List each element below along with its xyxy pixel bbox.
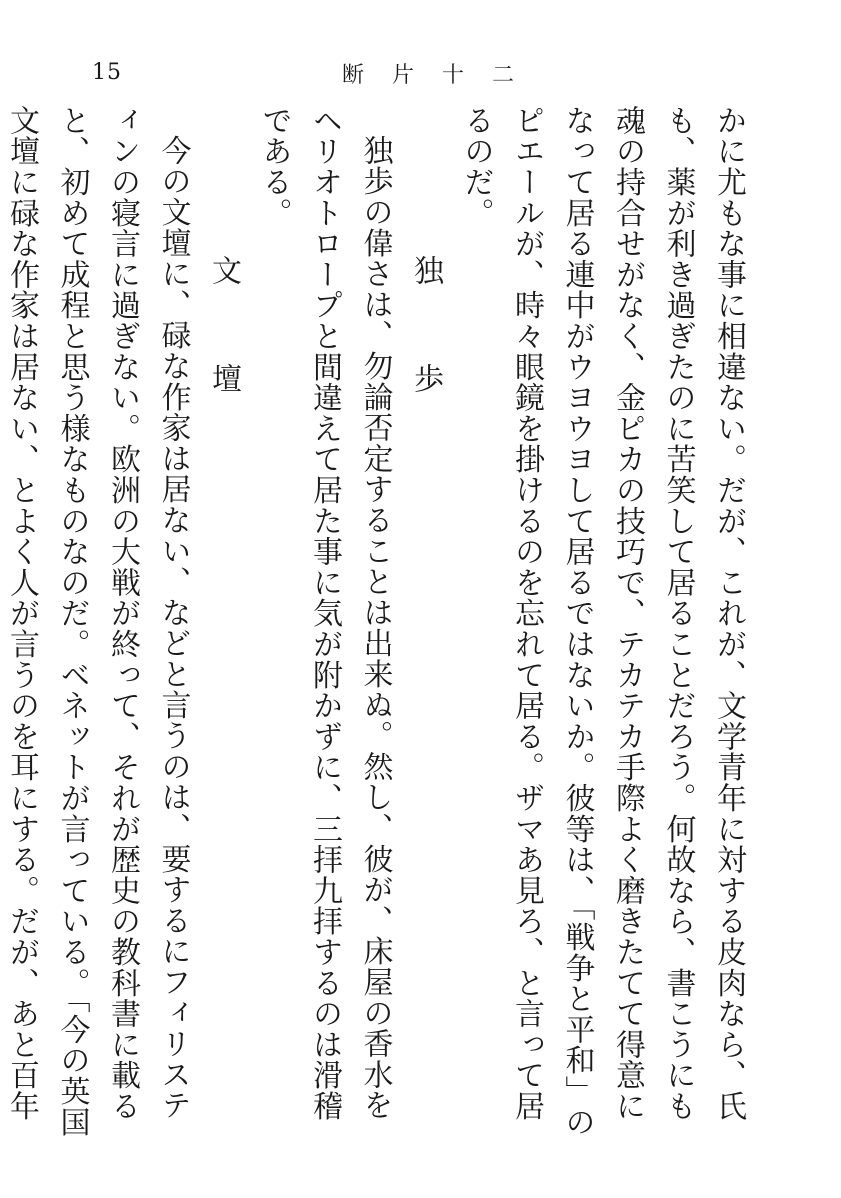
body-text [4,105,753,1145]
continuation-paragraph: かに尤もな事に相違ない。だが、これが、文学青年に対する皮肉なら、氏も、薬が利き過ぎたのに苦笑して居ることだろう。何故なら、書こうにも魂の持合せがなく、金ピカの技巧で、テカテカ手際よく磨きたてて得意になって居る連中がウヨウヨして居るではないか。彼等は、「戦争と平和」のピエールが、時々眼鏡を掛けるのを忘れて居る。ザマあ見ろ、と言って居るのだ。 [458,105,746,1138]
page-number: 15 [92,60,122,85]
bundan-paragraph: 今の文壇に、碌な作家は居ない、などと言うのは、要するにフィリスティンの寝言に過ぎない。欧洲の大戦が終って、それが歴史の教科書に載ると、初めて成程と思う様なものなのだ。ベネットが言っている。「今の英国文壇に碌な作家は居ない、とよく人が言うのを耳にする。だが、あと百年 [4,105,191,1138]
doppo-paragraph: 独歩の偉さは、勿論否定することは出来ぬ。然し、彼が、床屋の香水をヘリオトロープと間違えて居た事に気が附かずに、三拝九拝するのは滑稽である。 [256,105,393,1122]
running-head: 断片十二 [342,63,543,88]
section-heading-doppo: 独歩 [408,255,443,471]
section-heading-bundan: 文壇 [206,255,241,471]
